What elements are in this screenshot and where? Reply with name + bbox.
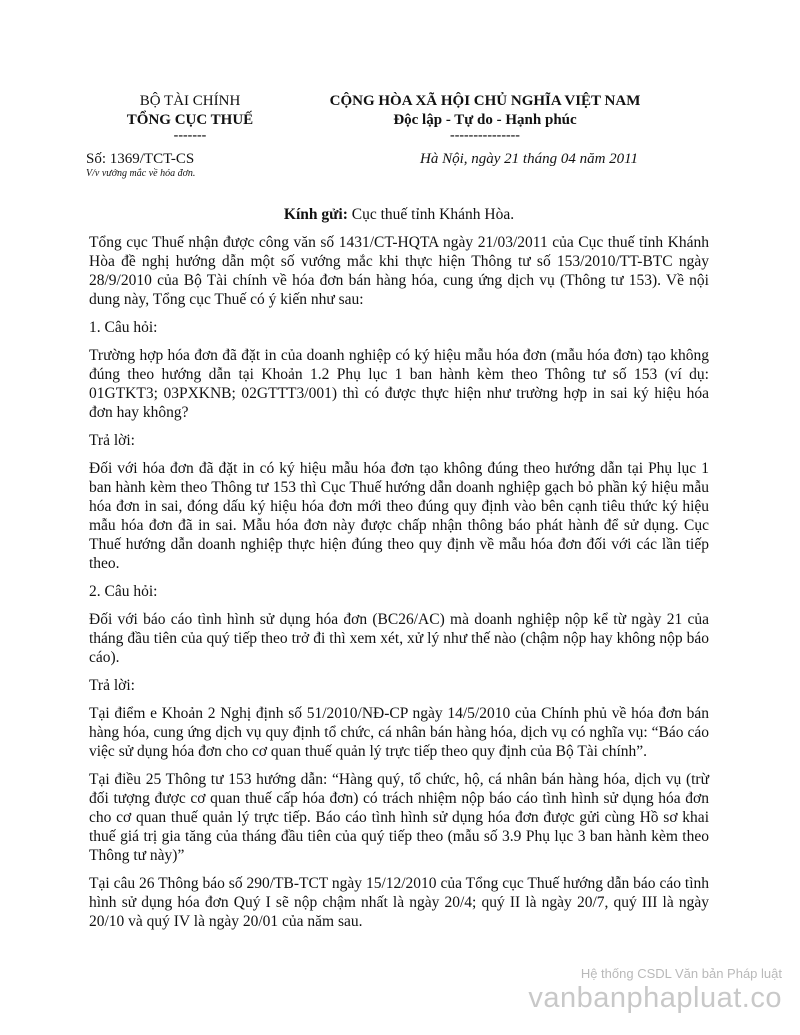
document-date: Hà Nội, ngày 21 tháng 04 năm 2011 (420, 151, 639, 167)
question-heading-1: 1. Câu hỏi: (89, 319, 158, 336)
paragraph: Đối với hóa đơn đã đặt in có ký hiệu mẫu hóa đơn tạo không đúng theo hướng dẫn tại Phụ lục 1 ban hành kèm theo Thông tư 153 thì Cục Thuế hướng dẫn doanh nghiệp gạch bỏ phần ký hiệu mẫu hóa đơn in sai, đóng dấu ký hiệu hóa đơn mới theo đúng quy định vào bên cạnh tiêu thức ký hiệu mẫu hóa đơn đã in sai. Mẫu hóa đơn này được chấp nhận thông báo phát hành để sử dụng. Cục Thuế hướng dẫn doanh nghiệp thực hiện đúng theo quy định về mẫu hóa đơn đối với các lần tiếp theo. (89, 460, 709, 572)
question-heading-2: 2. Câu hỏi: (89, 583, 158, 600)
answer-heading-2: Trả lời: (89, 677, 135, 694)
department-name: TỔNG CỤC THUẾ (126, 112, 254, 128)
document-number: Số: 1369/TCT-CS (86, 151, 195, 167)
salutation-recipient: Cục thuế tỉnh Khánh Hòa. (351, 206, 515, 223)
paragraph: Tại câu 26 Thông báo số 290/TB-TCT ngày 15/12/2010 của Tổng cục Thuế hướng dẫn báo cáo tình hình sử dụng hóa đơn Quý I sẽ nộp chậm nhất là ngày 20/4; quý II là ngày 20/7, quý III là ngày 20/10 và quý IV là ngày 20/01 của năm sau. (89, 875, 709, 930)
document-subject: V/v vướng mắc về hóa đơn. (86, 168, 196, 179)
document-body (89, 205, 709, 940)
salutation (89, 205, 709, 224)
paragraph: Tại điểm e Khoản 2 Nghị định số 51/2010/NĐ-CP ngày 14/5/2010 của Chính phủ về hóa đơn bán hàng hóa, cung ứng dịch vụ quy định tổ chức, cá nhân bán hàng hóa, dịch vụ có nghĩa vụ: “Báo cáo việc sử dụng hóa đơn cho cơ quan thuế quản lý trực tiếp theo quy định của Bộ Tài chính”. (89, 705, 709, 760)
issuer-divider: ------- (173, 128, 207, 143)
issuer-block (80, 92, 300, 142)
paragraph: Trường hợp hóa đơn đã đặt in của doanh nghiệp có ký hiệu mẫu hóa đơn (mẫu hóa đơn) tạo không đúng theo hướng dẫn tại Khoản 1.2 Phụ lục 1 ban hành kèm theo Thông tư số 153 (ví dụ: 01GTKT3; 03PXKNB; 02GTTT3/001) thì có được thực hiện như trường hợp in sai ký hiệu hóa đơn hay không? (89, 347, 709, 421)
watermark-site: vanbanphapluat.co (528, 982, 782, 1014)
ministry-name: BỘ TÀI CHÍNH (139, 93, 241, 109)
paragraph: Đối với báo cáo tình hình sử dụng hóa đơn (BC26/AC) mà doanh nghiệp nộp kể từ ngày 21 của tháng đầu tiên của quý tiếp theo trở đi thì xem xét, xử lý như thế nào (chậm nộp hay không nộp báo cáo). (89, 611, 709, 666)
answer-heading-1: Trả lời: (89, 432, 135, 449)
paragraph: Tại điều 25 Thông tư 153 hướng dẫn: “Hàng quý, tổ chức, hộ, cá nhân bán hàng hóa, dịch vụ (trừ đối tượng được cơ quan thuế cấp hóa đơn) có trách nhiệm nộp báo cáo tình hình sử dụng hóa đơn cho cơ quan thuế quản lý trực tiếp. Báo cáo tình hình sử dụng hóa đơn được gửi cùng Hồ sơ khai thuế giá trị gia tăng của tháng đầu tiên của quý tiếp theo (mẫu số 3.9 Phụ lục 3 ban hành kèm theo Thông tư này)” (89, 771, 709, 864)
country-name: CỘNG HÒA XÃ HỘI CHỦ NGHĨA VIỆT NAM (329, 93, 641, 109)
motto-divider: --------------- (450, 128, 520, 143)
salutation-label: Kính gửi: (283, 206, 348, 223)
paragraph: Tổng cục Thuế nhận được công văn số 1431/CT-HQTA ngày 21/03/2011 của Cục thuế tỉnh Khánh Hòa đề nghị hướng dẫn một số vướng mắc khi thực hiện Thông tư số 153/2010/TT-BTC ngày 28/9/2010 của Bộ Tài chính về hóa đơn bán hàng hóa, cung ứng dịch vụ (Thông tư 153). Về nội dung này, Tổng cục Thuế có ý kiến như sau: (89, 234, 709, 308)
motto: Độc lập - Tự do - Hạnh phúc (393, 112, 577, 128)
watermark-caption: Hệ thống CSDL Văn bản Pháp luật (580, 966, 782, 981)
national-motto-block (275, 92, 695, 142)
